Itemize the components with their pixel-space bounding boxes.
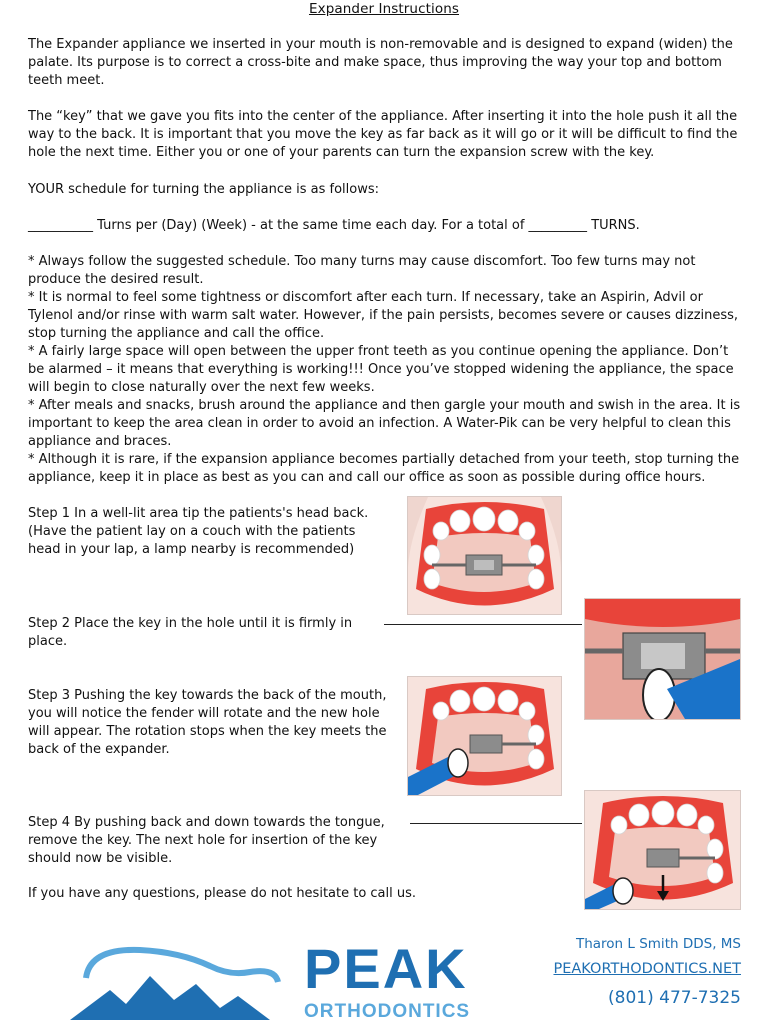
note-discomfort: * It is normal to feel some tightness or discomfort after each turn. If necessary, take an Aspirin, Advil or Tylenol and/or rinse with warm salt water. However, if the pain persists, becomes severe or causes dizziness, stop turning the appliance and call the office.: [28, 290, 739, 341]
push-key-illustration: [408, 677, 561, 795]
page-title: Expander Instructions: [308, 1, 460, 17]
remove-key-illustration: [585, 791, 740, 909]
logo-subtitle: ORTHODONTICS: [304, 1001, 471, 1022]
step-3-push-key-illustration: [407, 676, 562, 796]
note-cleaning: * After meals and snacks, brush around the appliance and then gargle your mouth and swish in the area. It is important to keep the area clean in order to avoid an infection. A Water-Pik can be very helpful to clean this appliance and braces.: [28, 398, 741, 449]
schedule-heading: YOUR schedule for turning the appliance is as follows:: [28, 182, 379, 197]
doctor-name: Tharon L Smith DDS, MS: [575, 936, 741, 952]
step-2-key-insert-illustration: [584, 598, 741, 720]
phone-number: (801) 477-7325: [608, 988, 741, 1008]
step-1-text: Step 1 In a well-lit area tip the patients's head back. (Have the patient lay on a couch with the patients head in your lap, a lamp nearby is recommended): [28, 506, 369, 557]
logo-name: PEAK: [304, 937, 468, 1000]
note-space: * A fairly large space will open between the upper front teeth as you continue opening the appliance. Don’t be alarmed – it means that everything is working!!! Once you’ve stopped widening the appliance, the space will begin to close naturally over the next few weeks.: [28, 344, 734, 395]
open-mouth-illustration: [408, 497, 561, 614]
intro-paragraph-2: The “key” that we gave you fits into the center of the appliance. After inserting it into the hole push it all the way to the back. It is important that you move the key as far back as it will go or it will be difficult to find the hole the next time. Either you or one of your parents can turn the expansion screw with the key.: [28, 109, 738, 160]
step-4-text: Step 4 By pushing back and down towards the tongue, remove the key. The next hole for insertion of the key should now be visible.: [28, 815, 385, 866]
closing-text: If you have any questions, please do not hesitate to call us.: [28, 886, 417, 901]
website-link[interactable]: PEAKORTHODONTICS.NET: [553, 961, 741, 977]
step-1-mouth-illustration: [407, 496, 562, 615]
peak-orthodontics-logo: [70, 938, 480, 1024]
note-schedule: * Always follow the suggested schedule. Too many turns may cause discomfort. Too few turns may not produce the desired result.: [28, 254, 696, 287]
step-3-text: Step 3 Pushing the key towards the back of the mouth, you will notice the fender will rotate and the new hole will appear. The rotation stops when the key meets the back of the expander.: [28, 688, 387, 757]
key-in-expander-illustration: [585, 599, 740, 719]
intro-paragraph-1: The Expander appliance we inserted in your mouth is non-removable and is designed to expand (widen) the palate. Its purpose is to correct a cross-bite and make space, thus improving the way your top and bottom teeth meet.: [28, 37, 733, 88]
schedule-line: __________ Turns per (Day) (Week) - at the same time each day. For a total of _________ TURNS.: [28, 218, 640, 233]
step-4-connector-line: [410, 823, 582, 824]
step-2-connector-line: [384, 624, 582, 625]
step-4-remove-key-illustration: [584, 790, 741, 910]
note-detached: * Although it is rare, if the expansion appliance becomes partially detached from your teeth, stop turning the appliance, keep it in place as best as you can and call our office as soon as possible during office hours.: [28, 452, 740, 485]
step-2-text: Step 2 Place the key in the hole until it is firmly in place.: [28, 616, 353, 649]
